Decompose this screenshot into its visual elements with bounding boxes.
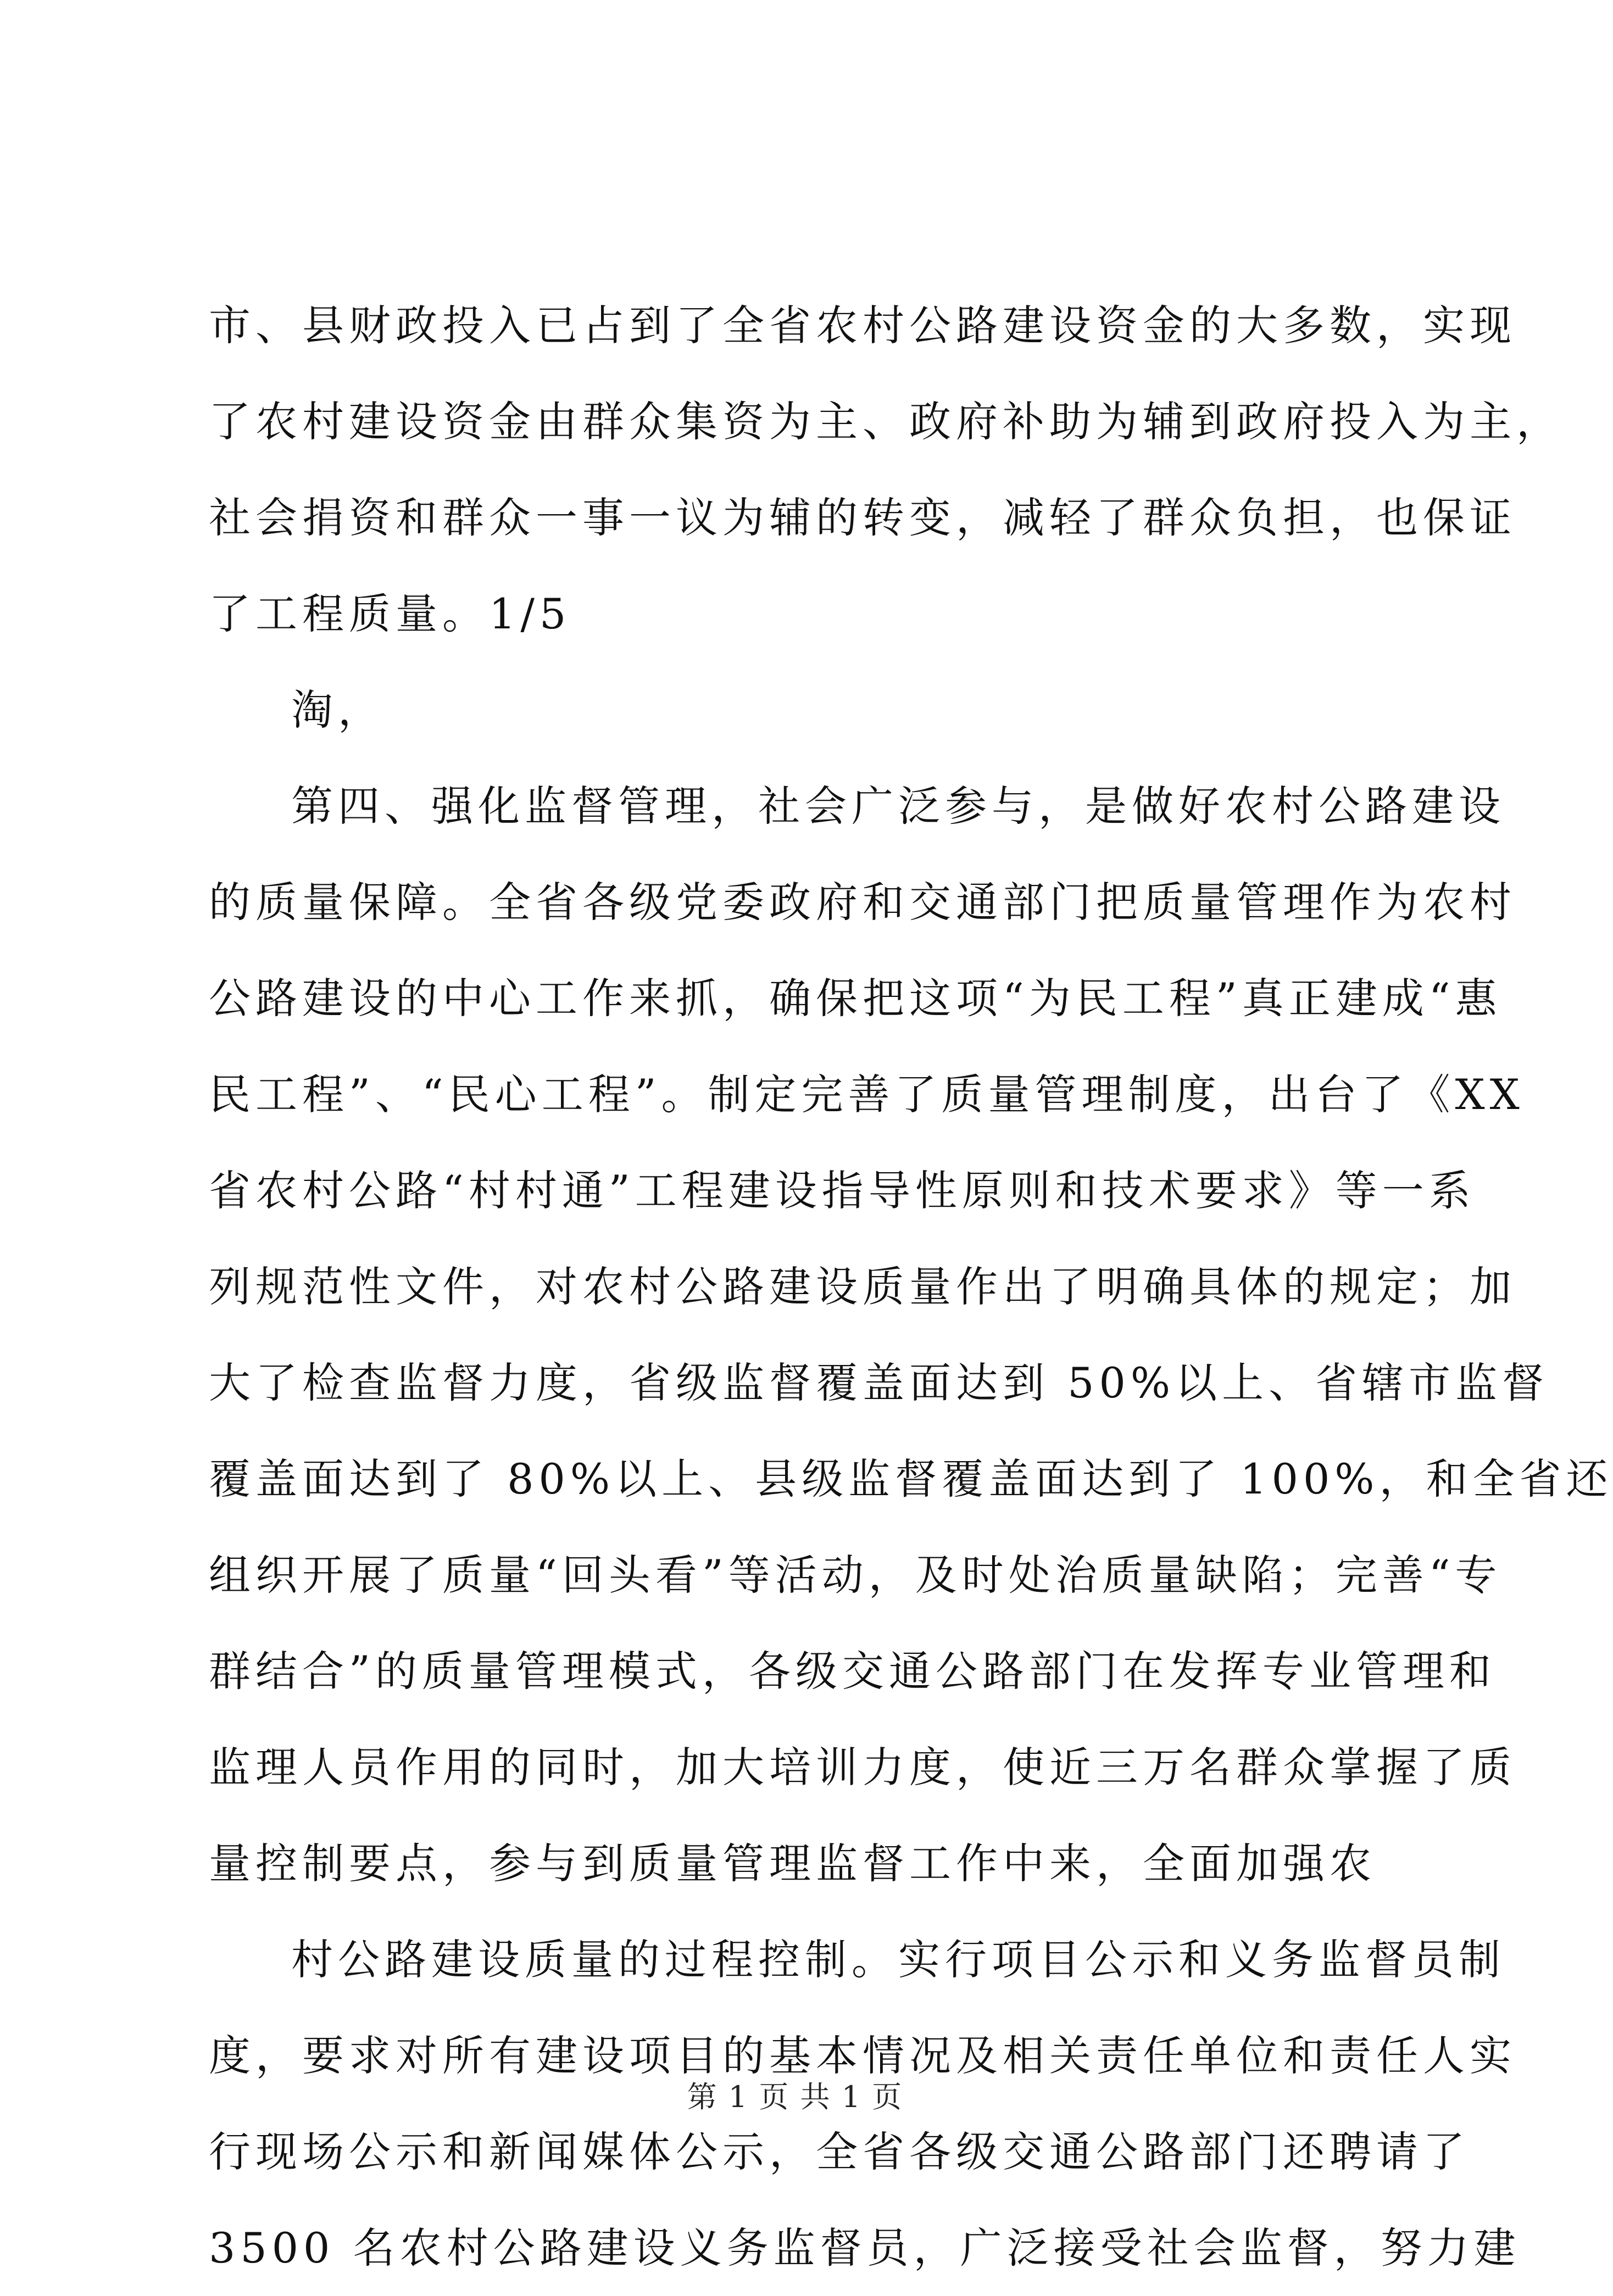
- text-line: 市、县财政投入已占到了全省农村公路建设资金的大多数，实现: [209, 301, 1516, 350]
- page-footer: 第 1 页 共 1 页: [687, 2080, 903, 2114]
- text-line: 群结合”的质量管理模式，各级交通公路部门在发挥专业管理和: [209, 1647, 1496, 1696]
- text-line: 组织开展了质量“回头看”等活动，及时处治质量缺陷；完善“专: [209, 1551, 1502, 1600]
- text-line: 了农村建设资金由群众集资为主、政府补助为辅到政府投入为主，: [209, 397, 1563, 446]
- text-line: 社会捐资和群众一事一议为辅的转变，减轻了群众负担，也保证: [209, 493, 1516, 542]
- text-line: 民工程”、“民心工程”。制定完善了质量管理制度，出台了《XX: [209, 1070, 1525, 1119]
- text-line: 列规范性文件，对农村公路建设质量作出了明确具体的规定；加: [209, 1262, 1516, 1311]
- text-line: 度，要求对所有建设项目的基本情况及相关责任单位和责任人实: [209, 2031, 1516, 2080]
- text-line: 量控制要点，参与到质量管理监督工作中来，全面加强农: [209, 1839, 1376, 1888]
- text-line: 的质量保障。全省各级党委政府和交通部门把质量管理作为农村: [209, 878, 1516, 927]
- text-line: 监理人员作用的同时，加大培训力度，使近三万名群众掌握了质: [209, 1743, 1516, 1792]
- text-line: 覆盖面达到了 80%以上、县级监督覆盖面达到了 100%，和全省还: [209, 1454, 1613, 1503]
- text-line: 了工程质量。1/5: [209, 589, 571, 638]
- text-line: 第四、强化监督管理，社会广泛参与，是做好农村公路建设: [291, 782, 1505, 831]
- text-line: 大了检查监督力度，省级监督覆盖面达到 50%以上、省辖市监督: [209, 1358, 1549, 1407]
- body-text: [209, 277, 1613, 2296]
- text-line: 省农村公路“村村通”工程建设指导性原则和技术要求》等一系: [209, 1166, 1476, 1215]
- text-line: 行现场公示和新闻媒体公示，全省各级交通公路部门还聘请了: [209, 2127, 1470, 2176]
- text-line: 3500 名农村公路建设义务监督员，广泛接受社会监督，努力建: [209, 2223, 1521, 2272]
- text-line: 公路建设的中心工作来抓，确保把这项“为民工程”真正建成“惠: [209, 974, 1502, 1023]
- text-line: 村公路建设质量的过程控制。实行项目公示和义务监督员制: [291, 1935, 1505, 1984]
- text-line: 淘，: [291, 686, 385, 734]
